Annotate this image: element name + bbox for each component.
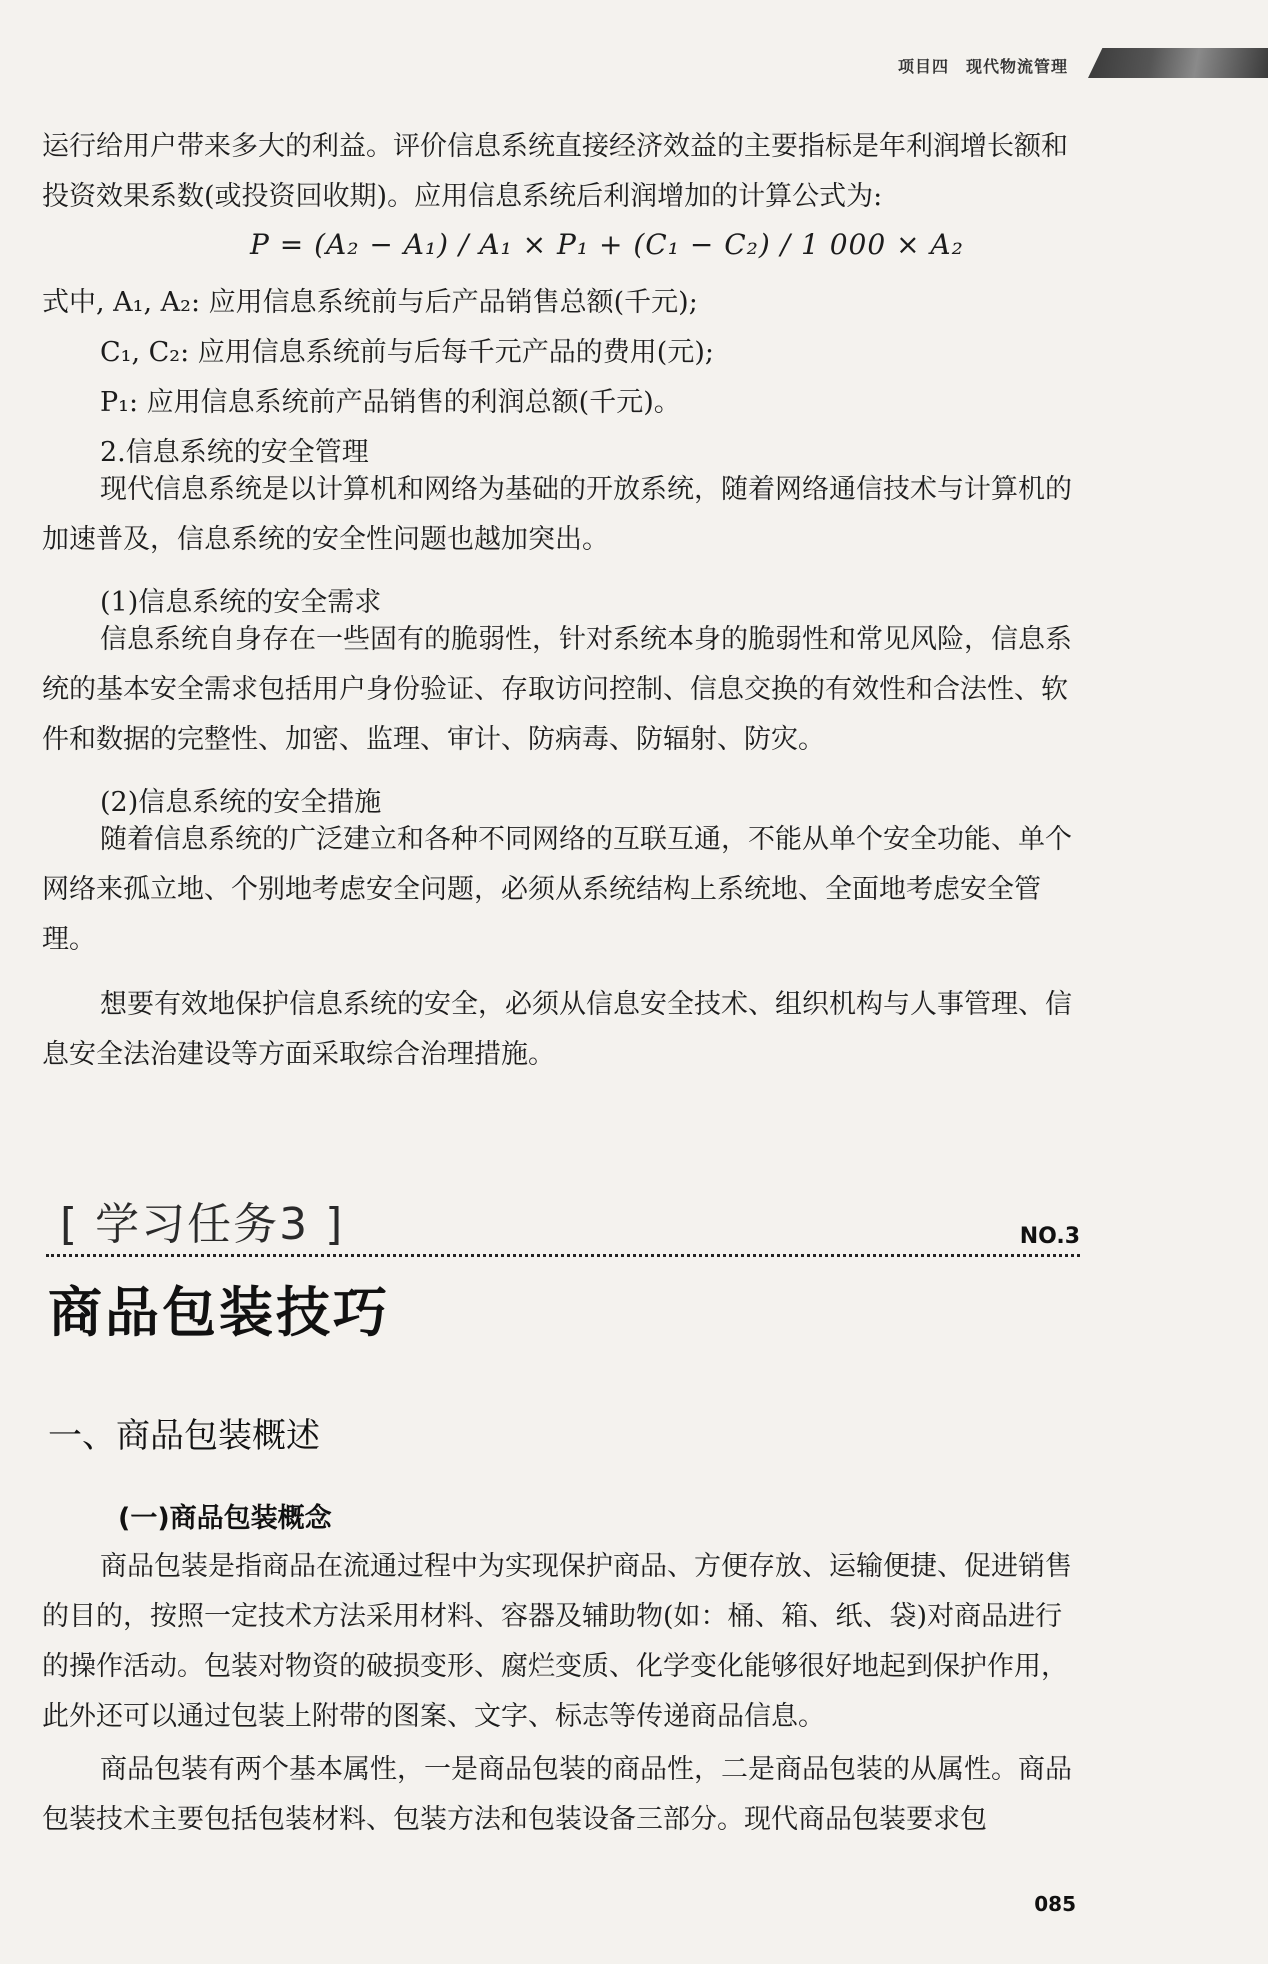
paragraph-benefit: 运行给用户带来多大的利益。评价信息系统直接经济效益的主要指标是年利润增长额和投资效果系数(或投资回收期)。应用信息系统后利润增加的计算公式为: (42, 131, 1068, 212)
subheading-security-needs: (1)信息系统的安全需求 (100, 587, 382, 618)
learning-task-label: [ 学习任务3 ] (60, 1199, 345, 1250)
section-title: 商品包装技巧 (48, 1281, 390, 1344)
paragraph-packaging-attributes: 商品包装有两个基本属性，一是商品包装的商品性，二是商品包装的从属性。商品包装技术主要包括包装材料、包装方法和包装设备三部分。现代商品包装要求包 (42, 1754, 1072, 1835)
formula-definition-a: 式中, A₁, A₂: 应用信息系统前与后产品销售总额(千元); (42, 287, 698, 318)
heading-packaging-overview: 一、商品包装概述 (48, 1416, 320, 1456)
heading-packaging-concept: (一)商品包装概念 (118, 1503, 332, 1534)
page-number: 085 (1034, 1892, 1076, 1916)
paragraph-security-measures: 随着信息系统的广泛建立和各种不同网络的互联互通，不能从单个安全功能、单个网络来孤立地、个别地考虑安全问题，必须从系统结构上系统地、全面地考虑安全管理。 (42, 824, 1072, 955)
task-number: NO.3 (1019, 1224, 1080, 1249)
paragraph-packaging-concept: 商品包装是指商品在流通过程中为实现保护商品、方便存放、运输便捷、促进销售的目的，按照一定技术方法采用材料、容器及辅助物(如：桶、箱、纸、袋)对商品进行的操作活动。包装对物资的破损变形、腐烂变质、化学变化能够很好地起到保护作用，此外还可以通过包装上附带的图案、文字、标志等传递商品信息。 (42, 1551, 1072, 1732)
formula-definition-p: P₁: 应用信息系统前产品销售的利润总额(千元)。 (100, 387, 681, 418)
paragraph-security-intro: 现代信息系统是以计算机和网络为基础的开放系统，随着网络通信技术与计算机的加速普及，信息系统的安全性问题也越加突出。 (42, 474, 1072, 555)
paragraph-security-needs: 信息系统自身存在一些固有的脆弱性，针对系统本身的脆弱性和常见风险，信息系统的基本安全需求包括用户身份验证、存取访问控制、信息交换的有效性和合法性、软件和数据的完整性、加密、监理、审计、防病毒、防辐射、防灾。 (42, 624, 1072, 755)
dotted-divider (46, 1254, 1080, 1257)
formula-definition-c: C₁, C₂: 应用信息系统前与后每千元产品的费用(元); (100, 337, 714, 368)
paragraph-security-conclusion: 想要有效地保护信息系统的安全，必须从信息安全技术、组织机构与人事管理、信息安全法治建设等方面采取综合治理措施。 (42, 989, 1072, 1070)
running-header: 项目四 现代物流管理 (897, 57, 1068, 76)
profit-formula: P = (A₂ − A₁) / A₁ × P₁ + (C₁ − C₂) / 1 000 × A₂ (250, 228, 964, 261)
subheading-security-management: 2.信息系统的安全管理 (100, 437, 369, 468)
subheading-security-measures: (2)信息系统的安全措施 (100, 787, 382, 818)
header-decoration (1088, 48, 1268, 78)
